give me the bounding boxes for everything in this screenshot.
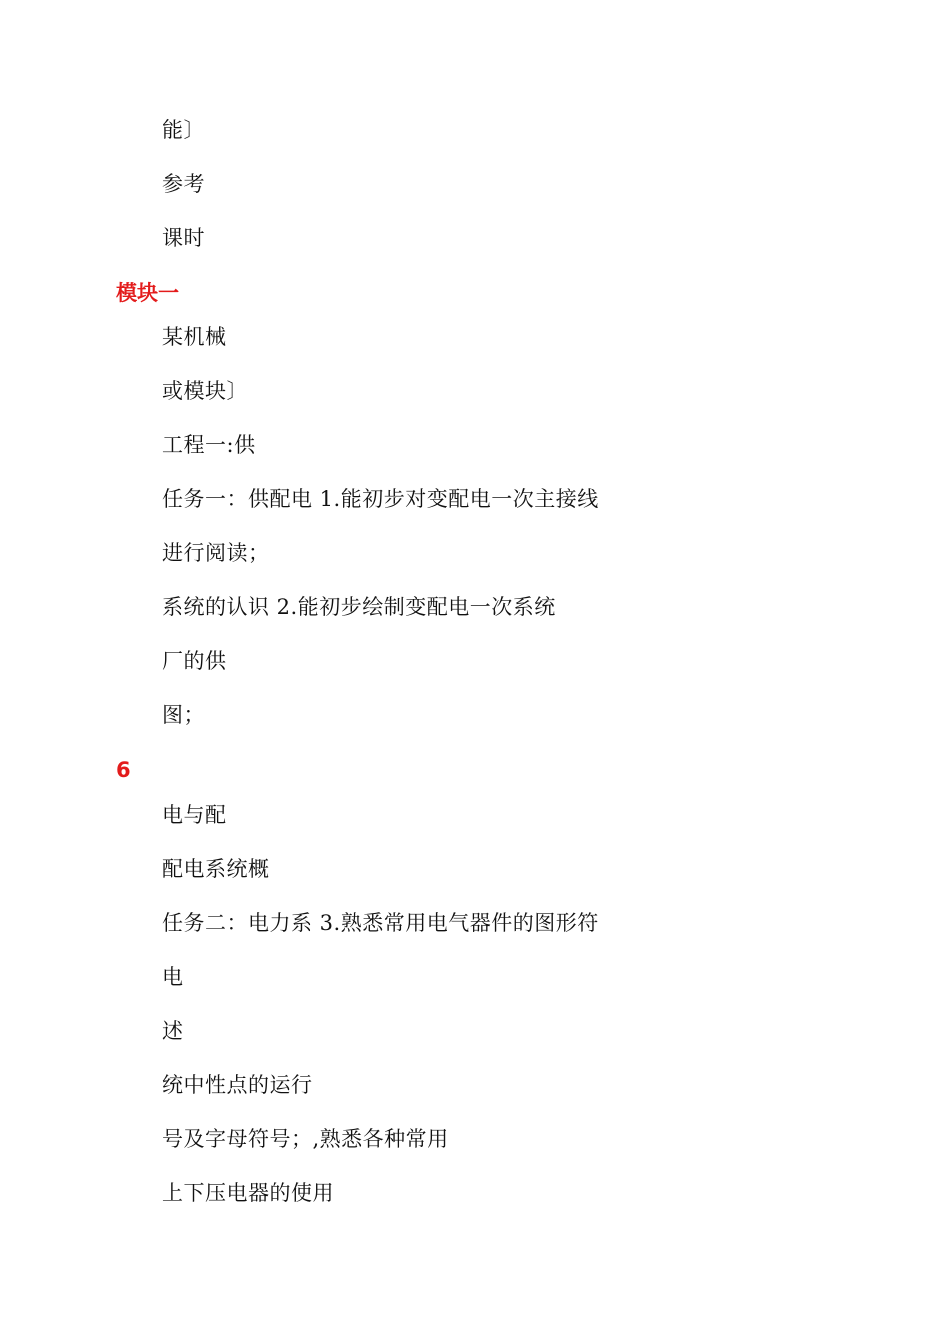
text-line: 电	[162, 965, 184, 989]
text-line: 课时	[162, 226, 205, 250]
text-line: 任务一：供配电 1.能初步对变配电一次主接线	[162, 487, 599, 511]
text-line: 配电系统概	[162, 857, 270, 881]
text-line: 工程一:供	[162, 433, 256, 457]
text-line: 上下压电器的使用	[162, 1181, 334, 1205]
text-line: 或模块〕	[162, 379, 248, 403]
text-line: 述	[162, 1019, 184, 1043]
text-line: 能〕	[162, 118, 205, 142]
text-line: 号及字母符号；,熟悉各种常用	[162, 1127, 449, 1151]
text-line: 进行阅读；	[162, 541, 270, 565]
text-line: 某机械	[162, 325, 227, 349]
text-line: 厂的供	[162, 649, 227, 673]
text-line: 任务二：电力系 3.熟悉常用电气器件的图形符	[162, 911, 599, 935]
hours-number: 6	[116, 758, 131, 782]
text-line: 统中性点的运行	[162, 1073, 313, 1097]
module-heading: 模块一	[116, 281, 179, 305]
text-line: 电与配	[162, 803, 227, 827]
text-line: 参考	[162, 172, 205, 196]
text-line: 图；	[162, 703, 205, 727]
text-line: 系统的认识 2.能初步绘制变配电一次系统	[162, 595, 556, 619]
